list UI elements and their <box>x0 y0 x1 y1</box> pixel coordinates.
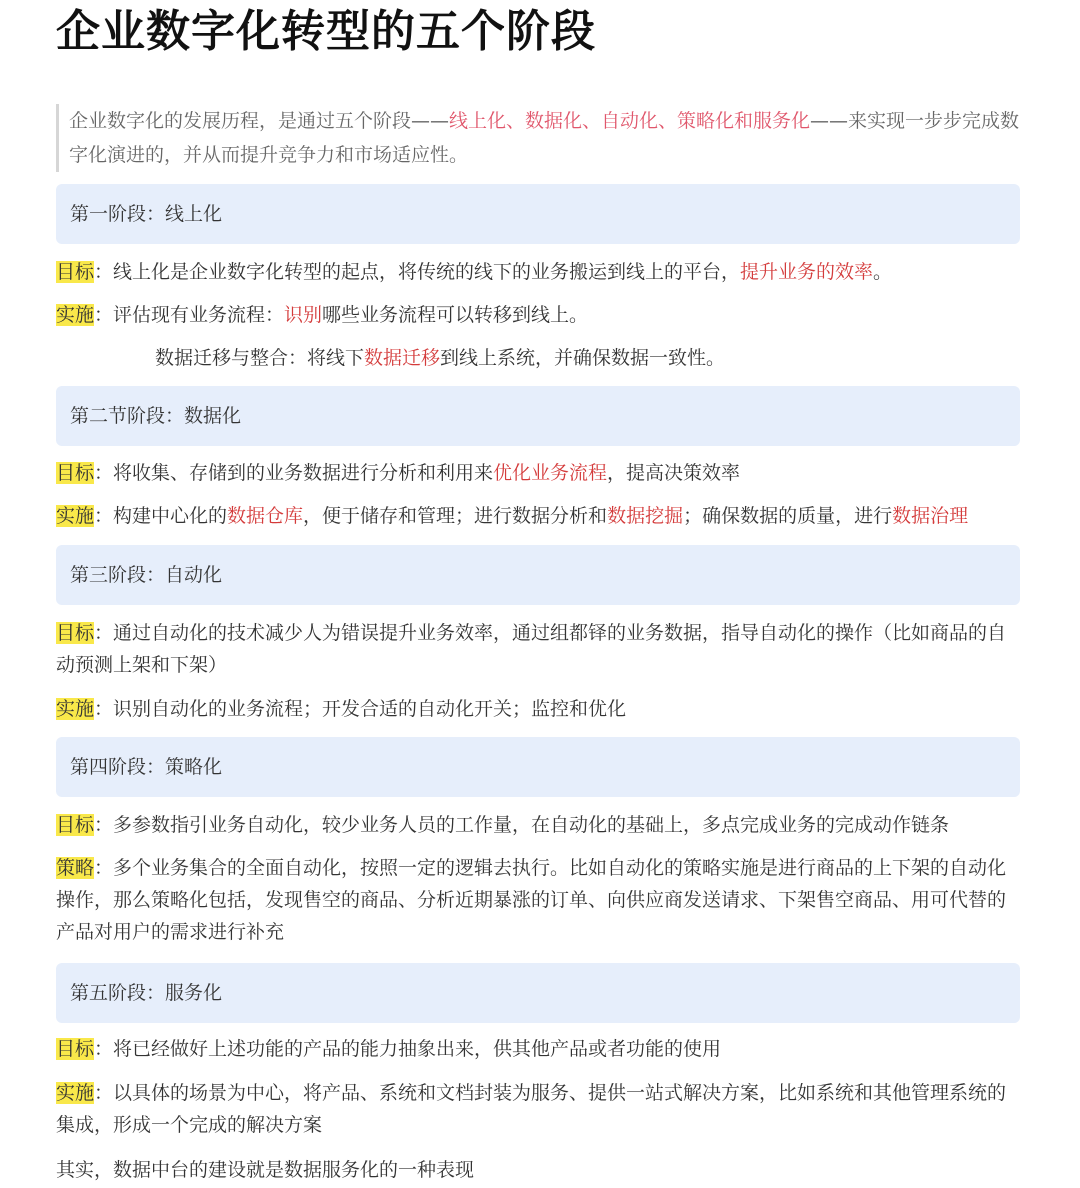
impl-text: ：以具体的场景为中心，将产品、系统和文档封装为服务、提供一站式解决方案，比如系统和其他管理系统的集成，形成一个完成的解决方案 <box>56 1082 1007 1136</box>
goal-label: 目标 <box>56 1038 95 1060</box>
impl-text-mid-2: ；确保数据的质量，进行 <box>683 505 893 527</box>
impl-highlight-3: 数据治理 <box>892 505 969 527</box>
impl-text-end: 哪些业务流程可以转移到线上。 <box>322 304 589 326</box>
stage-3-heading: 第三阶段：自动化 <box>56 545 1020 605</box>
stage-5-impl <box>56 1077 1022 1141</box>
impl2-highlight: 数据迁移 <box>364 347 441 369</box>
goal-text: ：将已经做好上述功能的产品的能力抽象出来，供其他产品或者功能的使用 <box>94 1038 722 1060</box>
stage-1-heading: 第一阶段：线上化 <box>56 184 1020 244</box>
goal-text: ：将收集、存储到的业务数据进行分析和利用来 <box>94 462 494 484</box>
strategy-text: ：多个业务集合的全面自动化，按照一定的逻辑去执行。比如自动化的策略实施是进行商品的上下架的自动化操作，那么策略化包括，发现售空的商品、分析近期暴涨的订单、向供应商发送请求、下架售空商品、用可代替的产品对用户的需求进行补充 <box>56 857 1007 943</box>
strategy-label: 策略 <box>56 857 95 879</box>
stage-3-goal <box>56 617 1022 681</box>
stage-5-heading: 第五阶段：服务化 <box>56 963 1020 1023</box>
impl-text: ：评估现有业务流程： <box>94 304 285 326</box>
stage-4-goal <box>56 809 1022 841</box>
goal-label: 目标 <box>56 261 95 283</box>
goal-text: ：通过自动化的技术减少人为错误提升业务效率，通过组都铎的业务数据，指导自动化的操作（比如商品的自动预测上架和下架） <box>56 622 1007 676</box>
impl-text-mid: ，便于储存和管理；进行数据分析和 <box>303 505 608 527</box>
impl-label: 实施 <box>56 505 95 527</box>
goal-text: ：多参数指引业务自动化，较少业务人员的工作量，在自动化的基础上，多点完成业务的完成动作链条 <box>94 814 950 836</box>
goal-label: 目标 <box>56 462 95 484</box>
stage-2-goal <box>56 457 1022 489</box>
impl-label: 实施 <box>56 304 95 326</box>
stage-1-impl-2 <box>155 342 1015 374</box>
intro-highlight: 线上化、数据化、自动化、策略化和服务化 <box>449 110 811 132</box>
impl2-text: 数据迁移与整合：将线下 <box>155 347 365 369</box>
goal-label: 目标 <box>56 814 95 836</box>
stage-3-impl <box>56 693 1022 725</box>
intro-text: 企业数字化的发展历程，是通过五个阶段—— <box>69 110 450 132</box>
page-title: 企业数字化转型的五个阶段 <box>56 6 596 57</box>
intro-quote <box>56 104 1020 172</box>
goal-highlight: 提升业务的效率 <box>740 261 874 283</box>
stage-5-goal <box>56 1033 1022 1065</box>
intro-text-after: ——来实现一步步完成数字化演进的，并从而提升竞争力和市场适应性。 <box>69 110 1020 166</box>
impl-label: 实施 <box>56 698 95 720</box>
conclusion: 其实，数据中台的建设就是数据服务化的一种表现 <box>56 1159 475 1181</box>
goal-text-end: 。 <box>873 261 893 283</box>
goal-label: 目标 <box>56 622 95 644</box>
stage-1-goal <box>56 256 1022 288</box>
stage-4-heading: 第四阶段：策略化 <box>56 737 1020 797</box>
goal-text: ：线上化是企业数字化转型的起点，将传统的线下的业务搬运到线上的平台， <box>94 261 741 283</box>
impl-text: ：识别自动化的业务流程；开发合适的自动化开关；监控和优化 <box>94 698 627 720</box>
impl2-text-end: 到线上系统，并确保数据一致性。 <box>440 347 726 369</box>
impl-text: ：构建中心化的 <box>94 505 228 527</box>
impl-highlight-2: 数据挖掘 <box>607 505 684 527</box>
impl-highlight: 数据仓库 <box>227 505 304 527</box>
goal-text-end: ，提高决策效率 <box>607 462 741 484</box>
stage-4-strategy <box>56 852 1022 948</box>
goal-highlight: 优化业务流程 <box>493 462 608 484</box>
impl-highlight: 识别 <box>284 304 323 326</box>
stage-1-impl <box>56 299 1022 331</box>
stage-2-heading: 第二节阶段：数据化 <box>56 386 1020 446</box>
stage-2-impl <box>56 500 1022 532</box>
impl-label: 实施 <box>56 1082 95 1104</box>
